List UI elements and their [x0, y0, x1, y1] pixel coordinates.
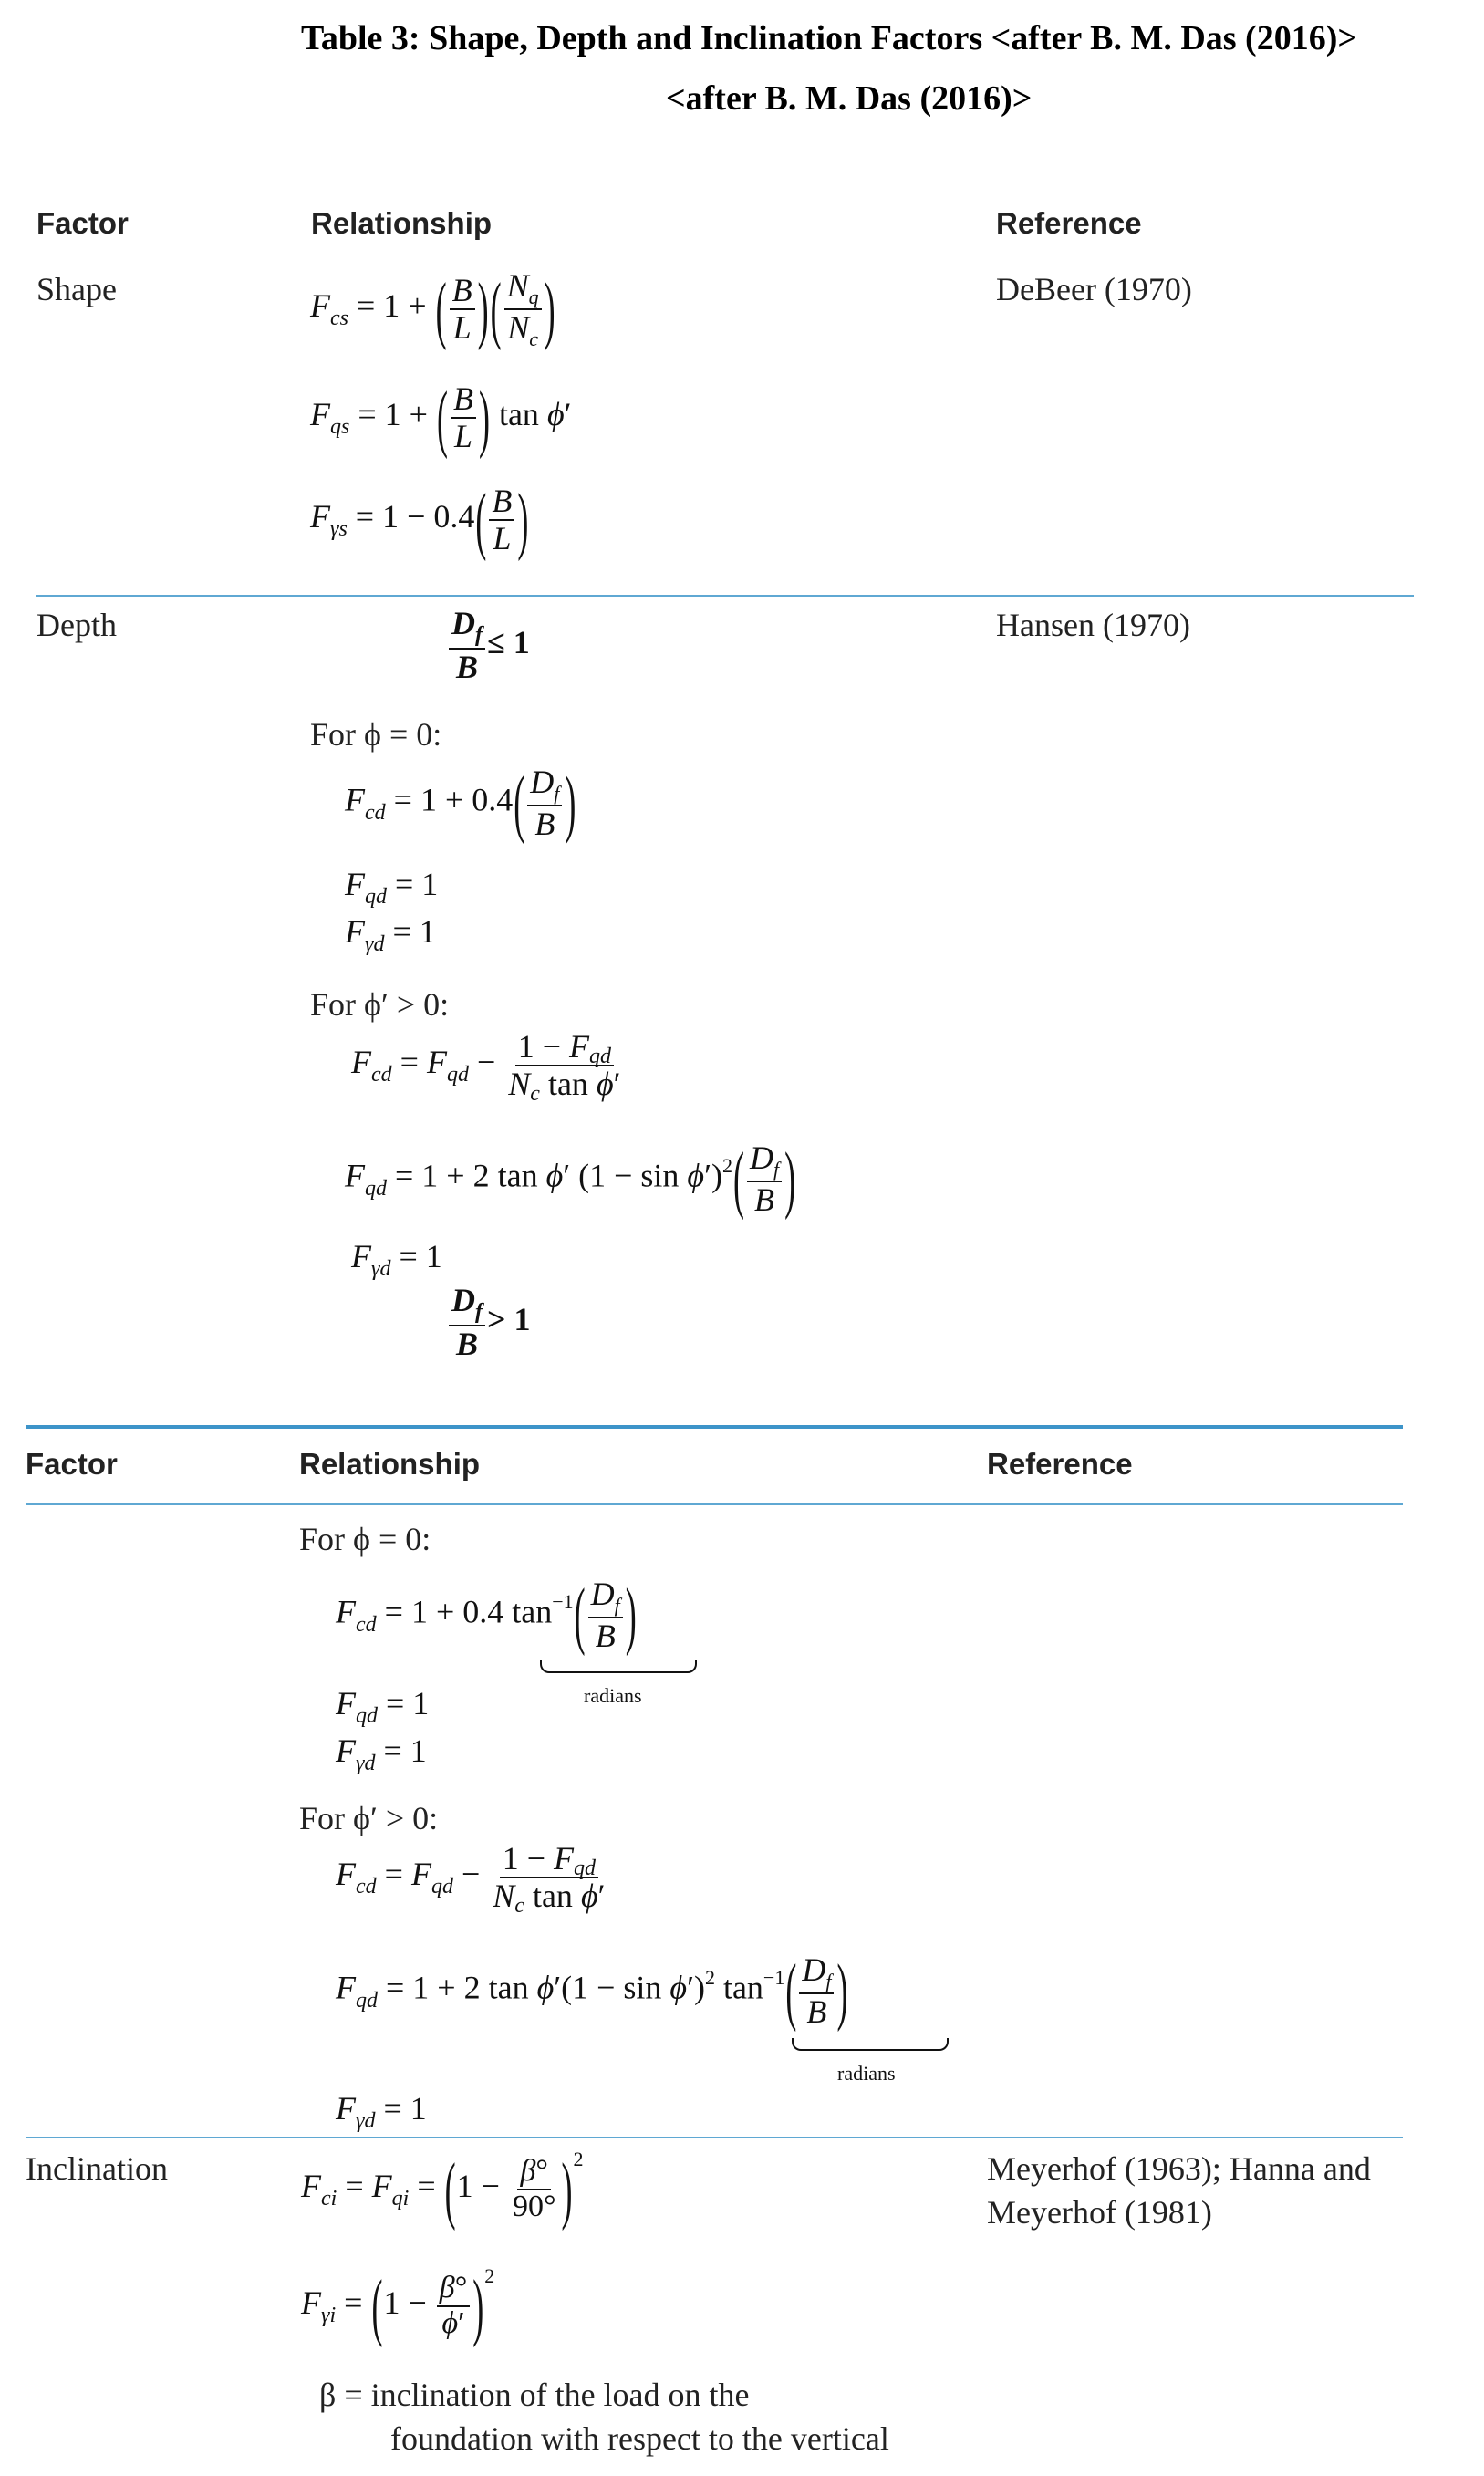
factor-shape: Shape	[36, 271, 117, 307]
row-divider	[36, 595, 1414, 597]
beta-definition-2: foundation with respect to the vertical	[390, 2420, 889, 2457]
eq-fcd-1: $F_{cd} = 1 + 0.4$( $\frac{D_f}{B}$ )	[345, 761, 576, 846]
table2-header-rule	[26, 1503, 1403, 1505]
header-factor: Factor	[36, 206, 129, 240]
eq2-fcd-1: $F_{cd} = 1 + 0.4$ $\tan^{-1}$( $\frac{D_f}{B}$ )	[336, 1573, 637, 1658]
eq2-fyd-2: $F_{\gamma d} = 1$	[336, 2090, 427, 2133]
label-radians-1: radians	[584, 1684, 642, 1707]
reference-debeer: DeBeer (1970)	[996, 271, 1192, 307]
label-for-phi-zero: For ϕ = 0:	[310, 716, 442, 753]
eq2-fcd-2: $F_{cd} = F_{qd}$ − $\frac{\text{1 − Fqd}}{\text{Nc tan ϕ′}}$	[336, 1840, 606, 1918]
condition-df-b-le-1: $\frac{D_f}{B}$ ≤ 1	[447, 606, 530, 685]
row-divider-inclination	[26, 2137, 1403, 2138]
table-title: Table 3: Shape, Depth and Inclination Factors <after B. M. Das (2016)>	[301, 19, 1358, 57]
eq2-fqd-1: $F_{qd} = 1$	[336, 1685, 430, 1728]
eq2-fqd-2: $F_{qd} = 1 + 2$ $\tan \phi'(1 - \sin \phi')^2$ $\tan^{-1}$( $\frac{D_f}{B}$ )	[336, 1949, 848, 2034]
eq-fys: $F_{\gamma s} = 1 - 0.4$( $\frac{B}{L}$ )	[310, 477, 529, 562]
condition-df-b-gt-1: $\frac{D_f}{B}$ > 1	[447, 1283, 531, 1362]
eq-fyd-2: $F_{\gamma d} = 1$	[351, 1238, 442, 1281]
eq-fqs: $F_{qs} = 1$ + ( $\frac{B}{L}$ ) tan ϕ′	[310, 375, 572, 460]
label2-for-phi-zero: For ϕ = 0:	[299, 1521, 431, 1557]
reference-meyerhof-2: Meyerhof (1981)	[987, 2194, 1212, 2231]
header2-reference: Reference	[987, 1447, 1133, 1481]
beta-definition-1: β = inclination of the load on the	[319, 2377, 750, 2413]
eq-fcs: $F_{cs} = 1$ + ( $\frac{B}{L}$ )( $\frac{N_q}{N_c}$ )	[310, 266, 555, 351]
table-title-line2: <after B. M. Das (2016)>	[666, 79, 1033, 118]
reference-hansen: Hansen (1970)	[996, 607, 1190, 643]
label-for-phi-pos: For ϕ′ > 0:	[310, 986, 450, 1023]
reference-meyerhof-1: Meyerhof (1963); Hanna and	[987, 2150, 1371, 2187]
eq2-fyd-1: $F_{\gamma d} = 1$	[336, 1732, 427, 1775]
eq-fci-fqi: $F_{ci} = F_{qi} = (1$ − $\frac{\beta^\circ}{90^\circ}$ )$^2$	[301, 2147, 584, 2232]
eq-fyd-1: $F_{\gamma d} = 1$	[345, 913, 436, 956]
condition-le-1-text: ≤ 1	[487, 623, 530, 661]
label-radians-2: radians	[837, 2062, 896, 2085]
factor-inclination: Inclination	[26, 2150, 168, 2187]
label2-for-phi-pos: For ϕ′ > 0:	[299, 1800, 439, 1836]
eq-fqd-2: $F_{qd} = 1 + 2$ tan ϕ′ $(1 - \sin \phi')^2$( $\frac{D_f}{B}$ )	[345, 1137, 796, 1222]
header2-factor: Factor	[26, 1447, 118, 1481]
brace-radians-1	[540, 1660, 697, 1673]
table2-top-rule	[26, 1425, 1403, 1429]
condition-gt-1-text: > 1	[487, 1300, 531, 1337]
header-relationship: Relationship	[311, 206, 493, 240]
header-reference: Reference	[996, 206, 1142, 240]
eq-fcd-2: $F_{cd} = F_{qd}$ − $\frac{\text{1 − Fqd}}{\text{Nc tan ϕ′}}$	[351, 1028, 621, 1106]
factor-depth: Depth	[36, 607, 117, 643]
eq-fqd-1: $F_{qd} = 1$	[345, 866, 439, 909]
header2-relationship: Relationship	[299, 1447, 481, 1481]
brace-radians-2	[792, 2038, 949, 2051]
eq-fyi: $F_{\gamma i} = (1$ − $\frac{\beta^\circ}{\phi'}$ )$^2$	[301, 2263, 495, 2348]
